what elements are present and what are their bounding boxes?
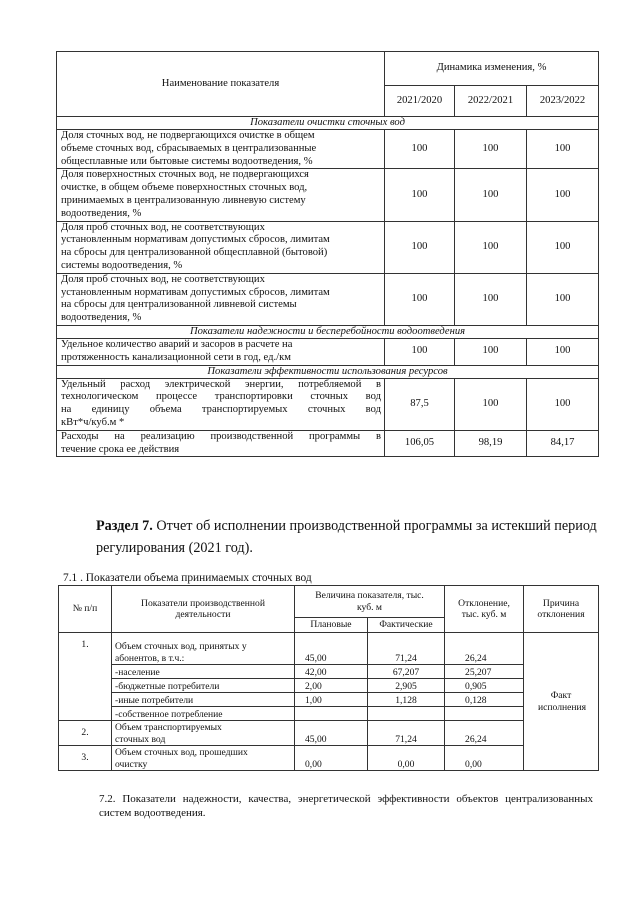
activity-name: Объем транспортируемых сточных вод — [112, 721, 295, 746]
column-header-year: 2022/2021 — [455, 86, 527, 117]
indicator-name-line: системы водоотведения, % — [61, 259, 183, 271]
value-planned — [295, 707, 368, 721]
value-actual: 71,24 — [368, 633, 445, 665]
indicator-value: 100 — [455, 169, 527, 221]
column-header-name: Наименование показателя — [57, 52, 385, 117]
indicator-name-line: водоотведения, % — [61, 207, 142, 219]
value-planned: 45,00 — [295, 721, 368, 746]
t2-header-actual: Фактические — [368, 618, 445, 633]
activity-name: -население — [112, 665, 295, 679]
column-header-dynamics: Динамика изменения, % — [385, 52, 599, 86]
t2-header-planned: Плановые — [295, 618, 368, 633]
table-row — [59, 693, 599, 707]
indicator-name-line: протяженность канализационной сети в год, ед./км — [61, 351, 291, 363]
indicator-row — [57, 378, 599, 430]
indicator-value: 100 — [455, 378, 527, 430]
indicator-value: 100 — [455, 221, 527, 273]
indicator-name — [57, 378, 385, 430]
indicator-name-line: принимаемых в централизованную ливневую систему — [61, 194, 306, 206]
indicator-row — [57, 130, 599, 169]
indicator-row — [57, 221, 599, 273]
indicator-name — [57, 430, 385, 457]
value-actual — [368, 707, 445, 721]
indicator-value: 106,05 — [385, 430, 455, 457]
subsection-7-2-text: 7.2. Показатели надежности, качества, энергетической эффективности объектов централизованных систем водоотведения. — [99, 793, 593, 819]
value-planned: 42,00 — [295, 665, 368, 679]
indicator-value: 100 — [527, 221, 599, 273]
table-row — [59, 665, 599, 679]
activity-name: -собственное потребление — [112, 707, 295, 721]
indicator-value: 100 — [455, 338, 527, 365]
indicator-row — [57, 338, 599, 365]
activity-name: Объем сточных вод, принятых у абонентов, в т.ч.: — [112, 633, 295, 665]
row-number: 3. — [59, 746, 112, 771]
subsection-7-2-title — [63, 792, 593, 820]
value-deviation: 26,24 — [445, 633, 524, 665]
indicator-name-line: кВт*ч/куб.м * — [61, 416, 125, 428]
value-planned: 1,00 — [295, 693, 368, 707]
row-number: 1. — [59, 633, 112, 721]
deviation-reason: Факт исполнения — [524, 633, 599, 771]
subsection-7-1-title: 7.1 . Показатели объема принимаемых сточных вод — [63, 572, 312, 584]
indicator-name-line: на единицу объема транспортируемых сточных вод — [61, 404, 381, 416]
indicator-value: 100 — [385, 169, 455, 221]
indicator-value: 100 — [385, 221, 455, 273]
section-title: Показатели надежности и бесперебойности водоотведения — [57, 325, 599, 338]
indicator-value: 100 — [527, 273, 599, 325]
activity-name: -бюджетные потребители — [112, 679, 295, 693]
indicator-name-line: Доля проб сточных вод, не соответствующих — [61, 273, 265, 285]
section-header-row — [57, 365, 599, 378]
indicator-name — [57, 338, 385, 365]
indicator-name-line: на сбросы для централизованной ливневой системы — [61, 299, 297, 311]
indicator-value: 87,5 — [385, 378, 455, 430]
indicator-name-line: объеме сточных вод, сбрасываемых в централизованные — [61, 142, 317, 154]
table-row — [59, 633, 599, 665]
value-deviation: 25,207 — [445, 665, 524, 679]
indicator-name — [57, 130, 385, 169]
indicator-name-line: Доля сточных вод, не подвергающихся очистке в общем — [61, 130, 315, 141]
indicator-name-line: технологическом процессе транспортировки сточных вод — [61, 391, 381, 403]
table-row — [59, 746, 599, 771]
indicator-name-line: установленным нормативам допустимых сбросов, лимитам — [61, 234, 330, 246]
t2-header-activity: Показатели производственной деятельности — [112, 586, 295, 633]
value-deviation — [445, 707, 524, 721]
value-deviation: 0,128 — [445, 693, 524, 707]
indicator-name-line: на сбросы для централизованной общесплавной (бытовой) — [61, 247, 328, 259]
value-actual: 1,128 — [368, 693, 445, 707]
section-7-label: Раздел 7. — [96, 518, 153, 534]
section-header-row — [57, 325, 599, 338]
indicator-value: 100 — [385, 130, 455, 169]
wastewater-volume-table — [58, 585, 599, 771]
indicator-name — [57, 273, 385, 325]
table-row — [59, 679, 599, 693]
value-deviation: 26,24 — [445, 721, 524, 746]
value-actual: 0,00 — [368, 746, 445, 771]
indicator-value: 100 — [455, 130, 527, 169]
section-title: Показатели эффективности использования ресурсов — [57, 365, 599, 378]
indicator-name — [57, 221, 385, 273]
indicator-value: 100 — [527, 169, 599, 221]
indicator-name-line: течение срока ее действия — [61, 443, 180, 455]
value-planned: 0,00 — [295, 746, 368, 771]
indicator-value: 100 — [455, 273, 527, 325]
indicator-dynamics-table — [56, 51, 599, 457]
t2-header-reason: Причина отклонения — [524, 586, 599, 633]
section-7-text: Отчет об исполнении производственной программы за истекший период регулирования (2021 год). — [96, 518, 597, 556]
indicator-name-line: водоотведения, % — [61, 312, 142, 324]
indicator-name-line: Удельное количество аварий и засоров в расчете на — [61, 338, 293, 350]
indicator-name-line: Доля поверхностных сточных вод, не подвергающихся — [61, 169, 309, 181]
t2-header-value: Величина показателя, тыс. куб. м — [295, 586, 445, 618]
indicator-value: 100 — [385, 273, 455, 325]
t2-header-num: № п/п — [59, 586, 112, 633]
indicator-name-line: общесплавные или бытовые системы водоотведения, % — [61, 155, 313, 167]
row-number: 2. — [59, 721, 112, 746]
indicator-value: 100 — [527, 378, 599, 430]
section-title: Показатели очистки сточных вод — [57, 117, 599, 130]
value-planned: 45,00 — [295, 633, 368, 665]
value-actual: 2,905 — [368, 679, 445, 693]
table-row — [59, 721, 599, 746]
indicator-row — [57, 169, 599, 221]
value-actual: 71,24 — [368, 721, 445, 746]
indicator-value: 100 — [527, 338, 599, 365]
section-7-heading — [71, 515, 601, 559]
section-header-row — [57, 117, 599, 130]
activity-name: -иные потребители — [112, 693, 295, 707]
activity-name: Объем сточных вод, прошедших очистку — [112, 746, 295, 771]
indicator-name-line: Доля проб сточных вод, не соответствующих — [61, 221, 265, 233]
indicator-row — [57, 273, 599, 325]
t2-header-deviation: Отклонение, тыс. куб. м — [445, 586, 524, 633]
column-header-year: 2023/2022 — [527, 86, 599, 117]
indicator-name — [57, 169, 385, 221]
value-deviation: 0,00 — [445, 746, 524, 771]
indicator-value: 84,17 — [527, 430, 599, 457]
value-actual: 67,207 — [368, 665, 445, 679]
indicator-value: 100 — [385, 338, 455, 365]
indicator-value: 98,19 — [455, 430, 527, 457]
column-header-year: 2021/2020 — [385, 86, 455, 117]
indicator-row — [57, 430, 599, 457]
indicator-name-line: Удельный расход электрической энергии, потребляемой в — [61, 378, 381, 390]
indicator-name-line: установленным нормативам допустимых сбросов, лимитам — [61, 286, 330, 298]
indicator-name-line: Расходы на реализацию производственной программы в — [61, 430, 381, 442]
table-row — [59, 707, 599, 721]
indicator-name-line: очистке, в общем объеме поверхностных сточных вод, — [61, 182, 308, 194]
value-deviation: 0,905 — [445, 679, 524, 693]
value-planned: 2,00 — [295, 679, 368, 693]
indicator-value: 100 — [527, 130, 599, 169]
